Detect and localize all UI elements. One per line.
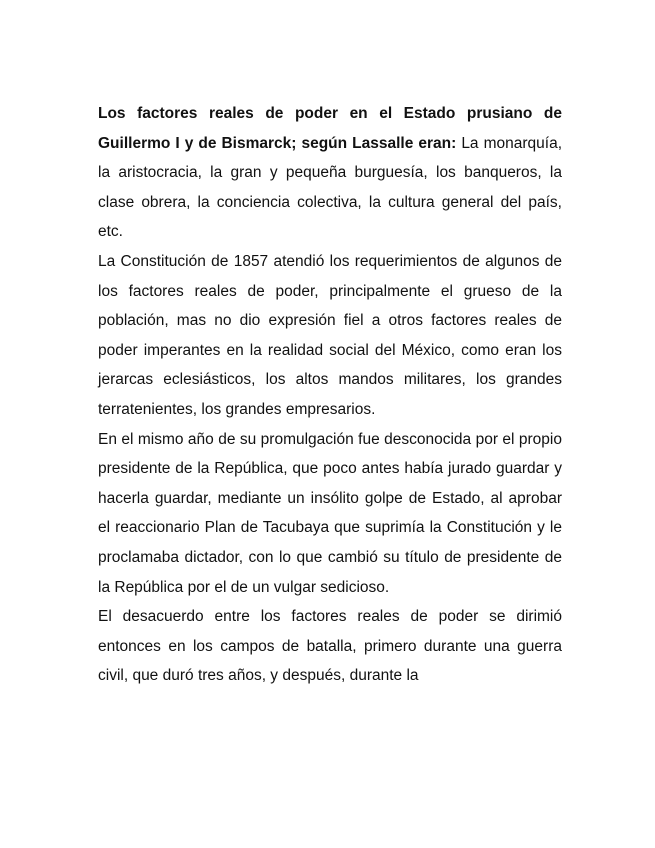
- paragraph-desacuerdo: [98, 602, 562, 691]
- document-body: [98, 99, 562, 691]
- paragraph-lead-bold: Los factores reales de poder en el Estado prusiano de Guillermo I y de Bismarck; según Lassalle eran:: [98, 105, 562, 152]
- paragraph-plan-de-tacubaya: [98, 425, 562, 603]
- paragraph-text: El desacuerdo entre los factores reales de poder se dirimió entonces en los campos de batalla, primero durante una guerra civil, que duró tres años, y después, durante la: [98, 608, 562, 685]
- paragraph-text: La monarquía, la aristocracia, la gran y pequeña burguesía, los banqueros, la clase obrera, la conciencia colectiva, la cultura general del país, etc.: [98, 134, 562, 241]
- paragraph-lassalle-factors: [98, 99, 562, 247]
- paragraph-text: En el mismo año de su promulgación fue desconocida por el propio presidente de la República, que poco antes había jurado guardar y hacerla guardar, mediante un insólito golpe de Estado, al aprobar el reaccionario Plan de Tacubaya que suprimía la Constitución y le proclamaba dictador, con lo que cambió su título de presidente de la República por el de un vulgar sedicioso.: [98, 430, 562, 596]
- paragraph-constitution-1857: [98, 247, 562, 425]
- paragraph-text: La Constitución de 1857 atendió los requerimientos de algunos de los factores reales de poder, principalmente el grueso de la población, mas no dio expresión fiel a otros factores reales de poder imperantes en la realidad social del México, como eran los jerarcas eclesiásticos, los altos mandos militares, los grandes terratenientes, los grandes empresarios.: [98, 252, 562, 418]
